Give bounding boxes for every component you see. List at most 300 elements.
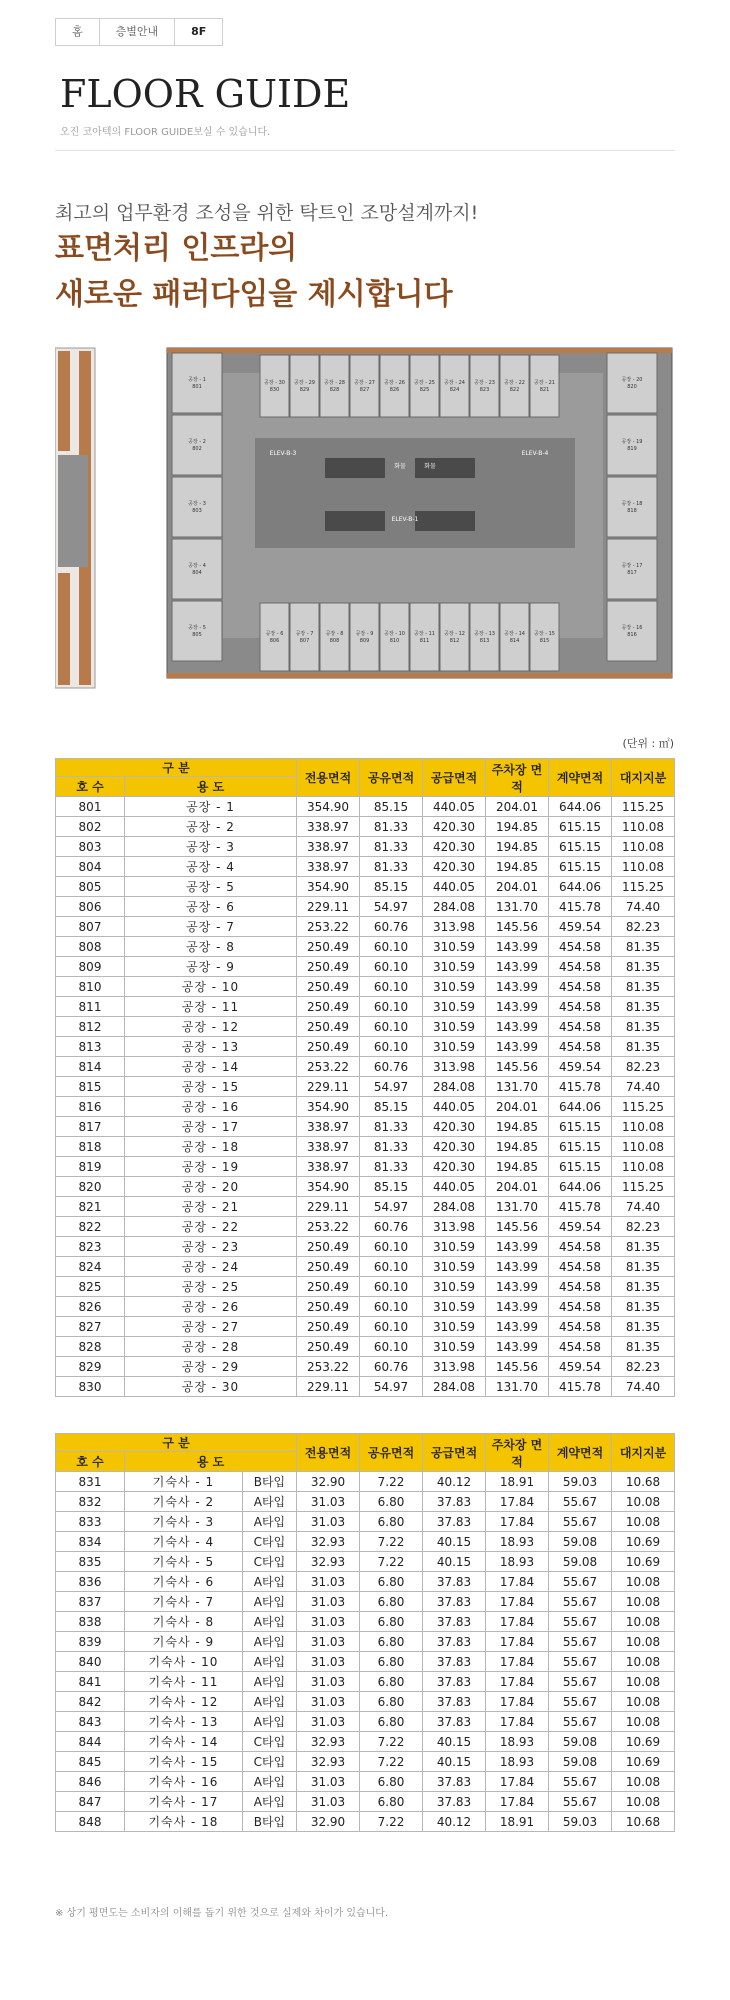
supply-area-cell: 420.30 bbox=[423, 1157, 486, 1177]
parking-area-cell: 131.70 bbox=[486, 897, 549, 917]
plan-unit-number: 826 bbox=[389, 387, 400, 393]
exclusive-area-cell: 229.11 bbox=[297, 897, 360, 917]
plan-unit-number: 816 bbox=[627, 632, 637, 638]
plan-unit-name: 공장 - 16 bbox=[621, 625, 643, 631]
land-share-cell: 110.08 bbox=[612, 1157, 675, 1177]
header-shared-area: 공유면적 bbox=[360, 759, 423, 797]
contract-area-cell: 615.15 bbox=[549, 1157, 612, 1177]
shared-area-cell: 60.10 bbox=[360, 937, 423, 957]
unit-no-cell: 831 bbox=[56, 1472, 125, 1492]
exclusive-area-cell: 250.49 bbox=[297, 1257, 360, 1277]
exclusive-area-cell: 32.90 bbox=[297, 1812, 360, 1832]
header-use: 용 도 bbox=[125, 1452, 297, 1472]
exclusive-area-cell: 32.93 bbox=[297, 1552, 360, 1572]
type-cell: A타입 bbox=[242, 1592, 296, 1612]
parking-area-cell: 18.91 bbox=[486, 1812, 549, 1832]
type-cell: B타입 bbox=[242, 1812, 296, 1832]
supply-area-cell: 310.59 bbox=[423, 977, 486, 997]
plan-unit-number: 830 bbox=[269, 387, 280, 393]
plan-unit-number: 810 bbox=[389, 638, 400, 644]
exclusive-area-cell: 229.11 bbox=[297, 1377, 360, 1397]
unit-no-cell: 804 bbox=[56, 857, 125, 877]
supply-area-cell: 284.08 bbox=[423, 1377, 486, 1397]
shared-area-cell: 60.10 bbox=[360, 997, 423, 1017]
parking-area-cell: 143.99 bbox=[486, 1277, 549, 1297]
plan-unit bbox=[470, 603, 499, 671]
table-row bbox=[56, 837, 675, 857]
table-row bbox=[56, 1237, 675, 1257]
use-cell: 공장 - 29 bbox=[125, 1357, 297, 1377]
header-land-share: 대지지분 bbox=[612, 1434, 675, 1472]
table-row bbox=[56, 1057, 675, 1077]
table-row bbox=[56, 1297, 675, 1317]
plan-unit bbox=[172, 353, 222, 413]
shared-area-cell: 7.22 bbox=[360, 1752, 423, 1772]
unit-no-cell: 838 bbox=[56, 1612, 125, 1632]
plan-unit-name: 공장 - 3 bbox=[188, 501, 206, 507]
supply-area-cell: 37.83 bbox=[423, 1712, 486, 1732]
elevator-label: ELEV-B-3 bbox=[269, 450, 297, 457]
header-exclusive-area: 전용면적 bbox=[297, 1434, 360, 1472]
land-share-cell: 82.23 bbox=[612, 917, 675, 937]
parking-area-cell: 17.84 bbox=[486, 1632, 549, 1652]
unit-no-cell: 818 bbox=[56, 1137, 125, 1157]
table-row bbox=[56, 917, 675, 937]
exclusive-area-cell: 32.90 bbox=[297, 1472, 360, 1492]
table-row bbox=[56, 1277, 675, 1297]
header-contract-area: 계약면적 bbox=[549, 759, 612, 797]
supply-area-cell: 310.59 bbox=[423, 1237, 486, 1257]
contract-area-cell: 55.67 bbox=[549, 1772, 612, 1792]
plan-unit-name: 공장 - 14 bbox=[503, 631, 526, 637]
land-share-cell: 81.35 bbox=[612, 1277, 675, 1297]
contract-area-cell: 59.08 bbox=[549, 1532, 612, 1552]
exclusive-area-cell: 250.49 bbox=[297, 937, 360, 957]
exclusive-area-cell: 31.03 bbox=[297, 1592, 360, 1612]
contract-area-cell: 59.08 bbox=[549, 1732, 612, 1752]
unit-no-cell: 815 bbox=[56, 1077, 125, 1097]
table-row bbox=[56, 817, 675, 837]
plan-unit-number: 809 bbox=[359, 638, 370, 644]
use-cell: 공장 - 21 bbox=[125, 1197, 297, 1217]
contract-area-cell: 454.58 bbox=[549, 1277, 612, 1297]
exclusive-area-cell: 354.90 bbox=[297, 797, 360, 817]
supply-area-cell: 37.83 bbox=[423, 1632, 486, 1652]
supply-area-cell: 37.83 bbox=[423, 1612, 486, 1632]
table-row bbox=[56, 1492, 675, 1512]
parking-area-cell: 143.99 bbox=[486, 1337, 549, 1357]
contract-area-cell: 644.06 bbox=[549, 1177, 612, 1197]
contract-area-cell: 55.67 bbox=[549, 1672, 612, 1692]
table-row bbox=[56, 1692, 675, 1712]
supply-area-cell: 37.83 bbox=[423, 1592, 486, 1612]
exclusive-area-cell: 338.97 bbox=[297, 837, 360, 857]
land-share-cell: 10.08 bbox=[612, 1772, 675, 1792]
plan-unit-number: 811 bbox=[419, 638, 430, 644]
unit-no-cell: 848 bbox=[56, 1812, 125, 1832]
supply-area-cell: 310.59 bbox=[423, 937, 486, 957]
plan-unit-name: 공장 - 29 bbox=[293, 380, 316, 386]
shared-area-cell: 85.15 bbox=[360, 1177, 423, 1197]
plan-unit-number: 825 bbox=[419, 387, 430, 393]
unit-no-cell: 812 bbox=[56, 1017, 125, 1037]
use-cell: 공장 - 1 bbox=[125, 797, 297, 817]
table-row bbox=[56, 997, 675, 1017]
use-cell: 공장 - 28 bbox=[125, 1337, 297, 1357]
parking-area-cell: 17.84 bbox=[486, 1492, 549, 1512]
table-row bbox=[56, 1017, 675, 1037]
unit-no-cell: 842 bbox=[56, 1692, 125, 1712]
shared-area-cell: 7.22 bbox=[360, 1732, 423, 1752]
plan-unit-name: 공장 - 1 bbox=[188, 377, 206, 383]
shared-area-cell: 60.10 bbox=[360, 1337, 423, 1357]
land-share-cell: 10.08 bbox=[612, 1712, 675, 1732]
parking-area-cell: 145.56 bbox=[486, 1217, 549, 1237]
land-share-cell: 10.08 bbox=[612, 1592, 675, 1612]
use-cell: 공장 - 27 bbox=[125, 1317, 297, 1337]
type-cell: A타입 bbox=[242, 1772, 296, 1792]
land-share-cell: 81.35 bbox=[612, 1237, 675, 1257]
unit-no-cell: 841 bbox=[56, 1672, 125, 1692]
plan-unit bbox=[380, 603, 409, 671]
parking-area-cell: 194.85 bbox=[486, 1157, 549, 1177]
shared-area-cell: 81.33 bbox=[360, 817, 423, 837]
type-cell: A타입 bbox=[242, 1572, 296, 1592]
exclusive-area-cell: 229.11 bbox=[297, 1077, 360, 1097]
supply-area-cell: 40.15 bbox=[423, 1552, 486, 1572]
header-contract-area: 계약면적 bbox=[549, 1434, 612, 1472]
shared-area-cell: 6.80 bbox=[360, 1632, 423, 1652]
parking-area-cell: 143.99 bbox=[486, 937, 549, 957]
exclusive-area-cell: 250.49 bbox=[297, 1317, 360, 1337]
parking-area-cell: 131.70 bbox=[486, 1377, 549, 1397]
use-cell: 공장 - 18 bbox=[125, 1137, 297, 1157]
unit-no-cell: 816 bbox=[56, 1097, 125, 1117]
breadcrumb-home[interactable]: 홈 bbox=[56, 19, 100, 45]
table-row bbox=[56, 1712, 675, 1732]
land-share-cell: 74.40 bbox=[612, 897, 675, 917]
exclusive-area-cell: 31.03 bbox=[297, 1492, 360, 1512]
plan-unit bbox=[530, 603, 559, 671]
parking-area-cell: 194.85 bbox=[486, 1137, 549, 1157]
plan-unit bbox=[350, 355, 379, 417]
table-row bbox=[56, 1337, 675, 1357]
shared-area-cell: 6.80 bbox=[360, 1592, 423, 1612]
land-share-cell: 10.08 bbox=[612, 1632, 675, 1652]
use-cell: 공장 - 10 bbox=[125, 977, 297, 997]
parking-area-cell: 143.99 bbox=[486, 1017, 549, 1037]
land-share-cell: 115.25 bbox=[612, 1177, 675, 1197]
shared-area-cell: 60.10 bbox=[360, 1297, 423, 1317]
factory-spec-table bbox=[55, 758, 675, 1397]
headline-line-1: 표면처리 인프라의 bbox=[55, 231, 298, 266]
land-share-cell: 81.35 bbox=[612, 1017, 675, 1037]
contract-area-cell: 55.67 bbox=[549, 1572, 612, 1592]
plan-unit bbox=[530, 355, 559, 417]
plan-unit bbox=[410, 355, 439, 417]
plan-unit-number: 819 bbox=[627, 446, 637, 452]
supply-area-cell: 40.15 bbox=[423, 1732, 486, 1752]
header-group: 구 분 bbox=[56, 759, 297, 777]
unit-no-cell: 829 bbox=[56, 1357, 125, 1377]
exclusive-area-cell: 32.93 bbox=[297, 1752, 360, 1772]
exclusive-area-cell: 32.93 bbox=[297, 1732, 360, 1752]
headline bbox=[55, 226, 453, 318]
shared-area-cell: 6.80 bbox=[360, 1712, 423, 1732]
parking-area-cell: 17.84 bbox=[486, 1712, 549, 1732]
contract-area-cell: 615.15 bbox=[549, 817, 612, 837]
use-cell: 공장 - 17 bbox=[125, 1117, 297, 1137]
shared-area-cell: 85.15 bbox=[360, 797, 423, 817]
type-cell: A타입 bbox=[242, 1612, 296, 1632]
parking-area-cell: 131.70 bbox=[486, 1197, 549, 1217]
exclusive-area-cell: 250.49 bbox=[297, 957, 360, 977]
use-cell: 기숙사 - 4 bbox=[125, 1532, 243, 1552]
contract-area-cell: 454.58 bbox=[549, 1237, 612, 1257]
type-cell: A타입 bbox=[242, 1652, 296, 1672]
supply-area-cell: 284.08 bbox=[423, 897, 486, 917]
plan-unit bbox=[172, 477, 222, 537]
contract-area-cell: 454.58 bbox=[549, 1317, 612, 1337]
parking-area-cell: 143.99 bbox=[486, 997, 549, 1017]
shared-area-cell: 6.80 bbox=[360, 1612, 423, 1632]
contract-area-cell: 59.03 bbox=[549, 1812, 612, 1832]
breadcrumb-floor-guide[interactable]: 층별안내 bbox=[100, 19, 176, 45]
unit-no-cell: 809 bbox=[56, 957, 125, 977]
use-cell: 기숙사 - 14 bbox=[125, 1732, 243, 1752]
plan-unit-name: 공장 - 5 bbox=[188, 625, 206, 631]
use-cell: 기숙사 - 9 bbox=[125, 1632, 243, 1652]
shared-area-cell: 7.22 bbox=[360, 1472, 423, 1492]
exclusive-area-cell: 229.11 bbox=[297, 1197, 360, 1217]
parking-area-cell: 145.56 bbox=[486, 1357, 549, 1377]
exclusive-area-cell: 338.97 bbox=[297, 1157, 360, 1177]
exclusive-area-cell: 354.90 bbox=[297, 1177, 360, 1197]
plan-unit-name: 공장 - 10 bbox=[383, 631, 406, 637]
use-cell: 공장 - 6 bbox=[125, 897, 297, 917]
type-cell: A타입 bbox=[242, 1672, 296, 1692]
exclusive-area-cell: 31.03 bbox=[297, 1632, 360, 1652]
plan-unit-name: 공장 - 19 bbox=[621, 439, 643, 445]
supply-area-cell: 37.83 bbox=[423, 1692, 486, 1712]
parking-area-cell: 17.84 bbox=[486, 1672, 549, 1692]
exclusive-area-cell: 250.49 bbox=[297, 977, 360, 997]
unit-no-cell: 806 bbox=[56, 897, 125, 917]
exclusive-area-cell: 354.90 bbox=[297, 1097, 360, 1117]
shared-area-cell: 60.10 bbox=[360, 1257, 423, 1277]
type-cell: B타입 bbox=[242, 1472, 296, 1492]
table-row bbox=[56, 1177, 675, 1197]
use-cell: 공장 - 19 bbox=[125, 1157, 297, 1177]
land-share-cell: 10.69 bbox=[612, 1532, 675, 1552]
plan-unit bbox=[410, 603, 439, 671]
parking-area-cell: 18.93 bbox=[486, 1552, 549, 1572]
parking-area-cell: 194.85 bbox=[486, 817, 549, 837]
supply-area-cell: 40.12 bbox=[423, 1472, 486, 1492]
parking-area-cell: 17.84 bbox=[486, 1572, 549, 1592]
table-row bbox=[56, 1037, 675, 1057]
plan-unit bbox=[380, 355, 409, 417]
unit-no-cell: 819 bbox=[56, 1157, 125, 1177]
table-row bbox=[56, 1137, 675, 1157]
unit-no-cell: 833 bbox=[56, 1512, 125, 1532]
supply-area-cell: 440.05 bbox=[423, 877, 486, 897]
land-share-cell: 10.08 bbox=[612, 1692, 675, 1712]
shared-area-cell: 6.80 bbox=[360, 1792, 423, 1812]
contract-area-cell: 454.58 bbox=[549, 1017, 612, 1037]
supply-area-cell: 313.98 bbox=[423, 1357, 486, 1377]
unit-no-cell: 811 bbox=[56, 997, 125, 1017]
land-share-cell: 10.08 bbox=[612, 1572, 675, 1592]
contract-area-cell: 459.54 bbox=[549, 917, 612, 937]
table-row bbox=[56, 1357, 675, 1377]
land-share-cell: 81.35 bbox=[612, 957, 675, 977]
parking-area-cell: 204.01 bbox=[486, 877, 549, 897]
plan-unit-number: 814 bbox=[509, 638, 520, 644]
parking-area-cell: 145.56 bbox=[486, 917, 549, 937]
land-share-cell: 81.35 bbox=[612, 977, 675, 997]
parking-area-cell: 143.99 bbox=[486, 977, 549, 997]
header-supply-area: 공급면적 bbox=[423, 1434, 486, 1472]
use-cell: 기숙사 - 7 bbox=[125, 1592, 243, 1612]
table-row bbox=[56, 1672, 675, 1692]
supply-area-cell: 440.05 bbox=[423, 1177, 486, 1197]
type-cell: C타입 bbox=[242, 1532, 296, 1552]
parking-area-cell: 194.85 bbox=[486, 837, 549, 857]
contract-area-cell: 454.58 bbox=[549, 1037, 612, 1057]
land-share-cell: 115.25 bbox=[612, 1097, 675, 1117]
land-share-cell: 81.35 bbox=[612, 997, 675, 1017]
use-cell: 기숙사 - 13 bbox=[125, 1712, 243, 1732]
plan-unit bbox=[290, 355, 319, 417]
exclusive-area-cell: 31.03 bbox=[297, 1572, 360, 1592]
plan-unit-name: 공장 - 20 bbox=[621, 377, 643, 383]
use-cell: 기숙사 - 17 bbox=[125, 1792, 243, 1812]
breadcrumb bbox=[55, 18, 223, 46]
contract-area-cell: 644.06 bbox=[549, 797, 612, 817]
table-row bbox=[56, 1097, 675, 1117]
use-cell: 기숙사 - 11 bbox=[125, 1672, 243, 1692]
plan-unit bbox=[172, 601, 222, 661]
supply-area-cell: 420.30 bbox=[423, 837, 486, 857]
use-cell: 공장 - 12 bbox=[125, 1017, 297, 1037]
key-plan bbox=[55, 348, 95, 688]
unit-no-cell: 810 bbox=[56, 977, 125, 997]
land-share-cell: 74.40 bbox=[612, 1377, 675, 1397]
unit-no-cell: 813 bbox=[56, 1037, 125, 1057]
contract-area-cell: 59.08 bbox=[549, 1752, 612, 1772]
plan-unit-number: 813 bbox=[479, 638, 490, 644]
contract-area-cell: 459.54 bbox=[549, 1057, 612, 1077]
exclusive-area-cell: 250.49 bbox=[297, 1337, 360, 1357]
header-unit-no: 호 수 bbox=[56, 1452, 125, 1472]
parking-area-cell: 204.01 bbox=[486, 1097, 549, 1117]
supply-area-cell: 310.59 bbox=[423, 1317, 486, 1337]
supply-area-cell: 310.59 bbox=[423, 1037, 486, 1057]
shared-area-cell: 81.33 bbox=[360, 1117, 423, 1137]
contract-area-cell: 454.58 bbox=[549, 957, 612, 977]
use-cell: 공장 - 13 bbox=[125, 1037, 297, 1057]
land-share-cell: 110.08 bbox=[612, 837, 675, 857]
shared-area-cell: 60.10 bbox=[360, 1317, 423, 1337]
exclusive-area-cell: 338.97 bbox=[297, 1137, 360, 1157]
exclusive-area-cell: 354.90 bbox=[297, 877, 360, 897]
unit-no-cell: 808 bbox=[56, 937, 125, 957]
table-row bbox=[56, 1572, 675, 1592]
floor-plan-drawing bbox=[55, 343, 675, 703]
table-row bbox=[56, 1532, 675, 1552]
unit-no-cell: 807 bbox=[56, 917, 125, 937]
unit-no-cell: 839 bbox=[56, 1632, 125, 1652]
contract-area-cell: 55.67 bbox=[549, 1692, 612, 1712]
parking-area-cell: 18.93 bbox=[486, 1732, 549, 1752]
table-row bbox=[56, 897, 675, 917]
contract-area-cell: 454.58 bbox=[549, 1297, 612, 1317]
header-supply-area: 공급면적 bbox=[423, 759, 486, 797]
breadcrumb-8f[interactable]: 8F bbox=[191, 25, 207, 38]
use-cell: 공장 - 8 bbox=[125, 937, 297, 957]
plan-unit-number: 805 bbox=[192, 632, 202, 638]
parking-area-cell: 17.84 bbox=[486, 1792, 549, 1812]
plan-unit bbox=[440, 355, 469, 417]
contract-area-cell: 454.58 bbox=[549, 977, 612, 997]
contract-area-cell: 55.67 bbox=[549, 1652, 612, 1672]
parking-area-cell: 18.91 bbox=[486, 1472, 549, 1492]
shared-area-cell: 81.33 bbox=[360, 1137, 423, 1157]
shared-area-cell: 7.22 bbox=[360, 1552, 423, 1572]
header-land-share: 대지지분 bbox=[612, 759, 675, 797]
plan-unit bbox=[320, 603, 349, 671]
table-row bbox=[56, 977, 675, 997]
supply-area-cell: 420.30 bbox=[423, 857, 486, 877]
supply-area-cell: 420.30 bbox=[423, 1117, 486, 1137]
use-cell: 공장 - 26 bbox=[125, 1297, 297, 1317]
use-cell: 기숙사 - 1 bbox=[125, 1472, 243, 1492]
land-share-cell: 10.69 bbox=[612, 1552, 675, 1572]
divider bbox=[55, 150, 675, 151]
contract-area-cell: 615.15 bbox=[549, 1137, 612, 1157]
plan-unit-name: 공장 - 18 bbox=[621, 501, 643, 507]
unit-no-cell: 803 bbox=[56, 837, 125, 857]
contract-area-cell: 615.15 bbox=[549, 857, 612, 877]
plan-unit-name: 공장 - 6 bbox=[265, 631, 284, 637]
plan-unit-name: 공장 - 8 bbox=[325, 631, 344, 637]
plan-unit-number: 804 bbox=[192, 570, 202, 576]
contract-area-cell: 55.67 bbox=[549, 1712, 612, 1732]
header-group: 구 분 bbox=[56, 1434, 297, 1452]
plan-unit bbox=[607, 415, 657, 475]
unit-no-cell: 840 bbox=[56, 1652, 125, 1672]
land-share-cell: 81.35 bbox=[612, 1297, 675, 1317]
plan-unit-number: 824 bbox=[449, 387, 460, 393]
unit-no-cell: 830 bbox=[56, 1377, 125, 1397]
plan-unit-number: 818 bbox=[627, 508, 637, 514]
tagline: 최고의 업무환경 조성을 위한 탁트인 조망설계까지! bbox=[55, 202, 479, 224]
table-row bbox=[56, 1592, 675, 1612]
exclusive-area-cell: 250.49 bbox=[297, 997, 360, 1017]
header-exclusive-area: 전용면적 bbox=[297, 759, 360, 797]
supply-area-cell: 40.12 bbox=[423, 1812, 486, 1832]
contract-area-cell: 459.54 bbox=[549, 1357, 612, 1377]
parking-area-cell: 143.99 bbox=[486, 1257, 549, 1277]
supply-area-cell: 310.59 bbox=[423, 957, 486, 977]
plan-unit-number: 828 bbox=[329, 387, 340, 393]
plan-unit-number: 807 bbox=[299, 638, 310, 644]
use-cell: 공장 - 22 bbox=[125, 1217, 297, 1237]
land-share-cell: 82.23 bbox=[612, 1357, 675, 1377]
use-cell: 기숙사 - 16 bbox=[125, 1772, 243, 1792]
contract-area-cell: 454.58 bbox=[549, 937, 612, 957]
